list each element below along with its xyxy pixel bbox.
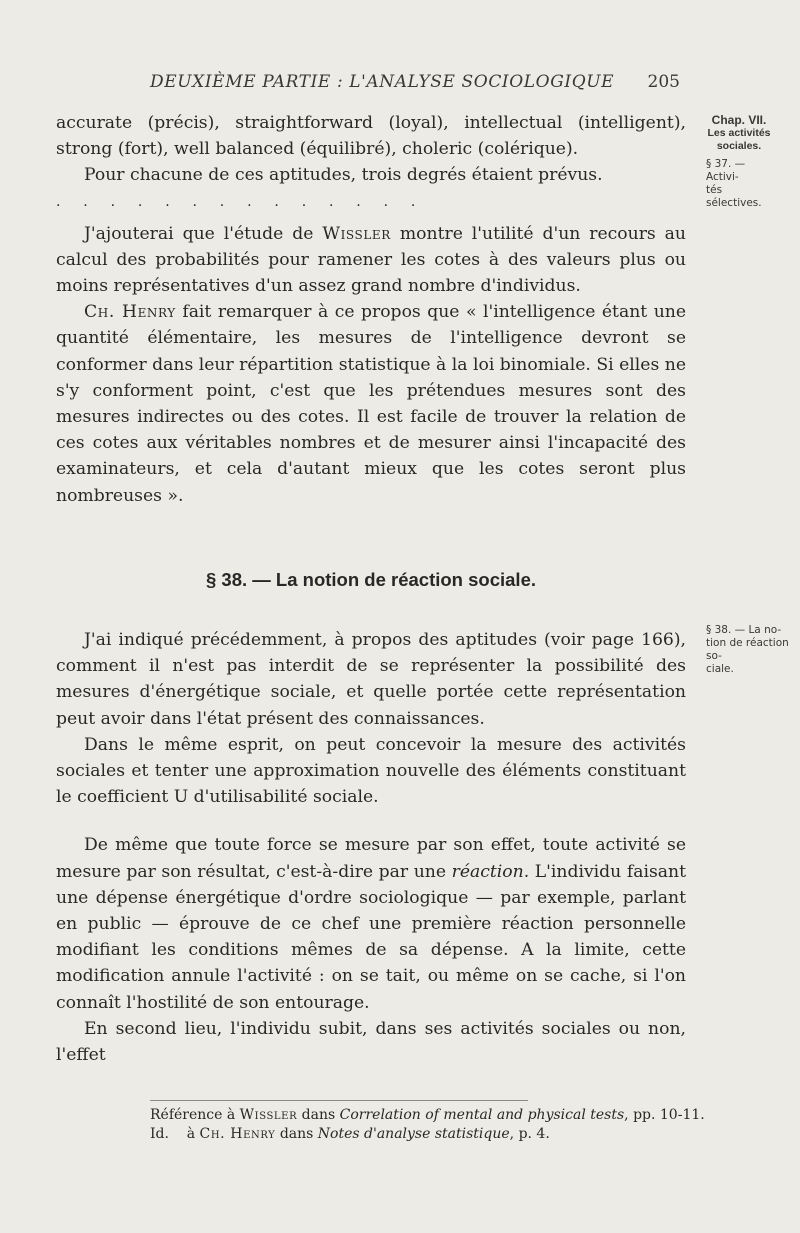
reference-2-title: Notes d'analyse statistique xyxy=(317,1126,510,1142)
paragraph-3-text-b: montre l'utilité d'un recours au calcul des probabilités pour ramener les cotes à des valeurs plus ou moins représentatives d'un assez grand nombre d'individus. xyxy=(56,223,686,297)
paragraph-1: accurate (précis), straightforward (loyal), intellectual (intelligent), strong (fort), well balanced (équilibré), choleric (colérique). xyxy=(56,113,686,160)
reference-2-text-a: Id. à xyxy=(150,1126,200,1142)
author-henry: Ch. Henry xyxy=(84,302,176,323)
margin-note-37-line-1: § 37. — Activi- xyxy=(706,158,746,183)
reference-1-text-c: , pp. 10-11. xyxy=(624,1107,705,1123)
paragraph-3-text-a: J'ajouterai que l'étude de xyxy=(84,223,323,244)
reference-1-text-a: Référence à xyxy=(150,1107,240,1123)
ellipsis-dots: . . . . . . . . . . . . . . xyxy=(56,193,425,210)
paragraph-7 xyxy=(56,832,686,1015)
running-header: DEUXIÈME PARTIE : L'ANALYSE SOCIOLOGIQUE xyxy=(150,72,615,92)
margin-chapter-title-2: sociales. xyxy=(716,140,762,152)
paragraph-3 xyxy=(56,221,686,300)
paragraph-5: J'ai indiqué précédemment, à propos des aptitudes (voir page 166), comment il n'est pas interdit de se représenter la possibilité des mesures d'énergétique sociale, et quelle portée cette représentation peut avoir dans l'état présent des connaissances. xyxy=(56,630,686,729)
term-reaction: réaction xyxy=(451,861,524,882)
reference-2-text-c: , p. 4. xyxy=(509,1126,550,1142)
author-wissler: Wissler xyxy=(322,223,391,244)
margin-note-37 xyxy=(706,158,776,210)
reference-2 xyxy=(150,1125,710,1144)
paragraph-4-text: fait remarquer à ce propos que « l'intelligence étant une quantité élémentaire, les mesures de l'intelligence devront se conformer dans leur répartition statistique à la loi binomiale. Si elles ne s'y conforment point, c'est que les prétendues mesures sont des mesures indirectes ou des cotes. Il est facile de trouver la relation de ces cotes aux véritables nombres et de mesurer ainsi l'incapacité des examinateurs, et cela d'autant mieux que les cotes seront plus nombreuses ». xyxy=(56,302,687,506)
reference-2-author: Ch. Henry xyxy=(199,1126,276,1142)
reference-1-author: Wissler xyxy=(239,1107,298,1123)
margin-note-38-line-1: § 38. — La no- xyxy=(706,624,782,636)
margin-note-38-line-3: ciale. xyxy=(706,663,734,675)
margin-note-38-line-2: tion de réaction so- xyxy=(706,637,789,662)
reference-1 xyxy=(150,1106,710,1125)
margin-note-38 xyxy=(706,624,798,676)
reference-1-title: Correlation of mental and physical tests xyxy=(339,1107,625,1123)
margin-chapter-label: Chap. VII. xyxy=(711,113,767,127)
main-text xyxy=(56,110,686,1068)
footnote-rule xyxy=(150,1100,528,1101)
references xyxy=(150,1106,710,1144)
page-number: 205 xyxy=(647,72,680,92)
paragraph-8: En second lieu, l'individu subit, dans ses activités sociales ou non, l'effet xyxy=(56,1018,686,1066)
margin-chapter-note xyxy=(706,114,772,153)
reference-2-text-b: dans xyxy=(275,1126,318,1142)
paragraph-6: Dans le même esprit, on peut concevoir la mesure des activités sociales et tenter une approximation nouvelle des éléments constituant le coefficient U d'utilisabilité sociale. xyxy=(56,734,686,808)
margin-note-37-line-2: tés sélectives. xyxy=(706,184,762,209)
paragraph-4 xyxy=(56,299,686,509)
paragraph-2: Pour chacune de ces aptitudes, trois degrés étaient prévus. xyxy=(84,165,603,186)
section-title: § 38. — La notion de réaction sociale. xyxy=(205,568,536,590)
paragraph-7-text-a: De même que toute force se mesure par son effet, toute activité se mesure par son résultat, c'est-à-dire par une xyxy=(56,835,686,882)
paragraph-7-text-b: . L'individu faisant une dépense énergétique d'ordre sociologique — par exemple, parlant en public — éprouve de ce chef une première réaction personnelle modifiant les conditions mêmes de sa dépense. A la limite, cette modification annule l'activité : on se tait, ou même on se cache, si l'on connaît l'hostilité de son entourage. xyxy=(56,861,686,1013)
reference-1-text-b: dans xyxy=(297,1107,340,1123)
margin-chapter-title-1: Les activités xyxy=(707,127,771,139)
